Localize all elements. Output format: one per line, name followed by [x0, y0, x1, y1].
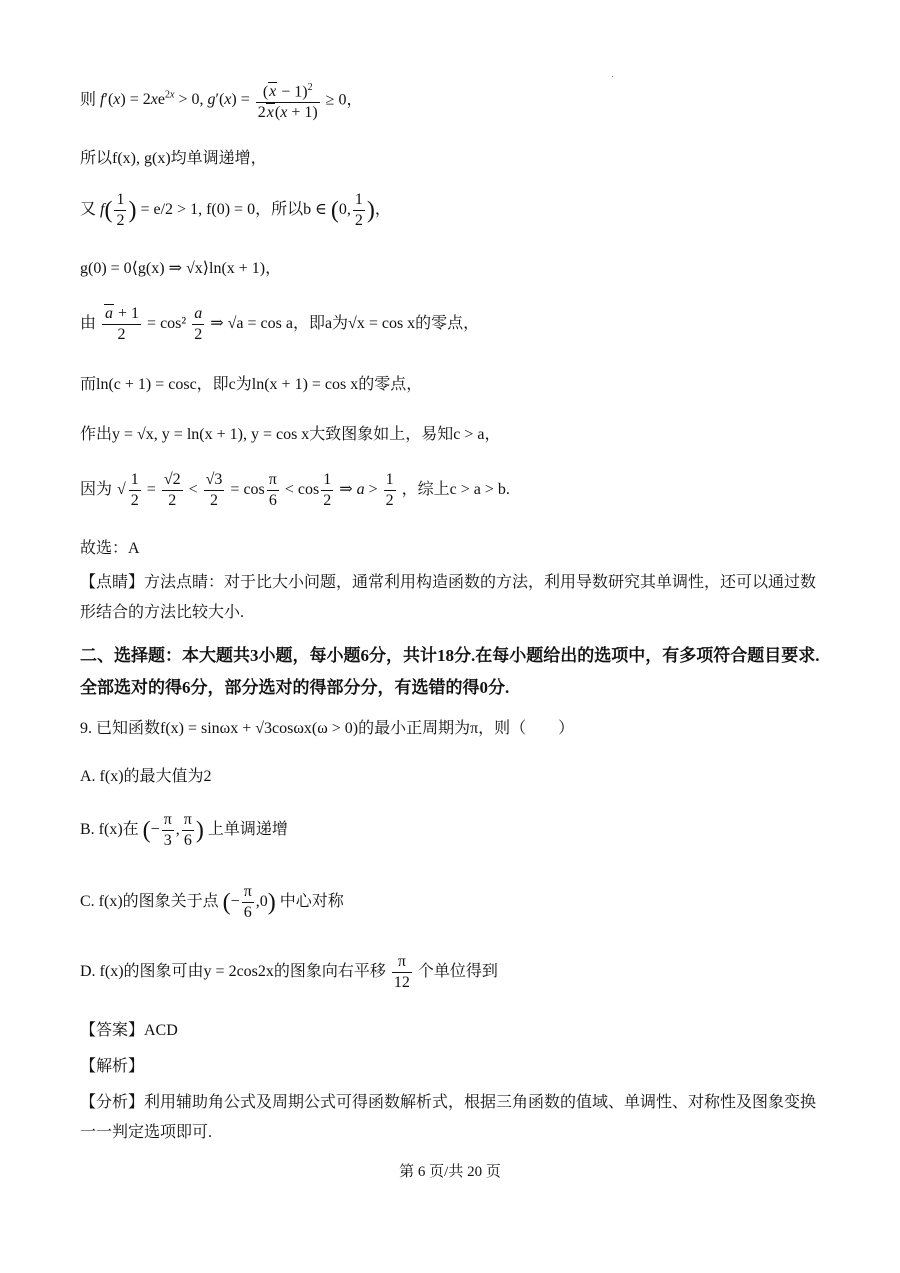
text-prefix: 因为 — [80, 481, 113, 499]
option-text: 上单调递增 — [207, 821, 288, 839]
answer-line: 【答案】ACD — [80, 1022, 178, 1039]
option-text: 中心对称 — [279, 893, 344, 911]
scan-speck — [612, 76, 613, 77]
graph-line: 作出y = √x, y = ln(x + 1), y = cos x大致图象如上，易知c > a， — [80, 426, 501, 443]
sqrt-a-line — [80, 304, 820, 356]
option-c-point: (− $\frac{\pi}{6}$ ,0) — [222, 883, 276, 921]
option-d-shift: $\frac{\pi}{12}$ — [393, 953, 410, 991]
option-b — [80, 810, 820, 862]
comparison-formula: √ $\frac{1}{2}$ = $\frac{√2}{2}$ < $\frac{√3}{2}$ = cos $\frac{\pi}{6}$ < cos $\frac{1}{2}$ ⇒ a > $\frac{1}{2}$ — [117, 471, 394, 509]
f-half-line — [80, 190, 820, 240]
question-stem: 9. 已知函数f(x) = sinωx + √3cosωx(ω > 0)的最小正周期为π，则（ ） — [80, 720, 575, 737]
option-text: 个单位得到 — [417, 963, 498, 981]
option-text: C. f(x)的图象关于点 — [80, 893, 219, 911]
option-d — [80, 952, 820, 1004]
derivative-line — [80, 78, 820, 136]
option-text: B. f(x)在 — [80, 821, 139, 839]
text-tail: ，综上c > a > b. — [401, 481, 510, 499]
interval-formula: (0, $\frac{1}{2}$ )， — [330, 191, 391, 229]
text-tail: ⇒ √a = cos a，即a为√x = cos x的零点， — [210, 315, 480, 333]
tip-paragraph: 【点睛】方法点睛：对于比大小问题，通常利用构造函数的方法，利用导数研究其单调性，还可以通过数形结合的方法比较大小. — [80, 574, 817, 621]
choice-line: 故选：A — [80, 540, 140, 557]
analysis-heading: 【解析】 — [80, 1058, 145, 1075]
f-half-formula: f( $\frac{1}{2}$ ) — [100, 191, 137, 229]
text-prefix: 则 — [80, 91, 97, 109]
option-a: A. f(x)的最大值为2 — [80, 768, 212, 785]
c-zero-line: 而ln(c + 1) = cosc，即c为ln(x + 1) = cos x的零点， — [80, 376, 423, 393]
sqrt-a-fraction: $\frac{a + 1}{2}$ — [100, 315, 147, 332]
monotonic-line: 所以f(x), g(x)均单调递增， — [80, 150, 267, 167]
text-mid: = e/2 > 1, f(0) = 0，所以b ∈ — [140, 201, 327, 219]
comparison-line — [80, 470, 820, 522]
option-text: D. f(x)的图象可由y = 2cos2x的图象向右平移 — [80, 963, 386, 981]
page-footer: 第 6 页/共 20 页 — [399, 1164, 501, 1180]
text-prefix: 又 — [80, 201, 97, 219]
text-tail: ≥ 0， — [325, 91, 363, 109]
text-mid: = cos² — [147, 315, 187, 333]
gprime-fraction: $\frac{(x - 1)^2}{2x(x + 1)}$ — [256, 78, 320, 123]
option-b-interval: (− $\frac{\pi}{3}$ , $\frac{\pi}{6}$ ) — [142, 811, 204, 849]
text-prefix: 由 — [80, 315, 97, 333]
a-half-fraction: $\frac{a}{2}$ — [194, 305, 203, 343]
derivative-formula: $f'(x) = 2xe^{2x} > 0$, g′(x) = $\frac{(x - 1)^2}{2x(x + 1)}$ — [100, 91, 326, 108]
section-heading: 二、选择题：本大题共3小题，每小题6分，共计18分.在每小题给出的选项中，有多项符合题目要求.全部选对的得6分，部分选对的得部分分，有选错的得0分. — [80, 646, 820, 697]
option-c — [80, 882, 820, 934]
analysis-paragraph: 【分析】利用辅助角公式及周期公式可得函数解析式，根据三角函数的值域、单调性、对称性及图象变换一一判定选项即可. — [80, 1094, 817, 1141]
g-zero-line: g(0) = 0⟨g(x) ⇒ √x⟩ln(x + 1)， — [80, 260, 282, 277]
